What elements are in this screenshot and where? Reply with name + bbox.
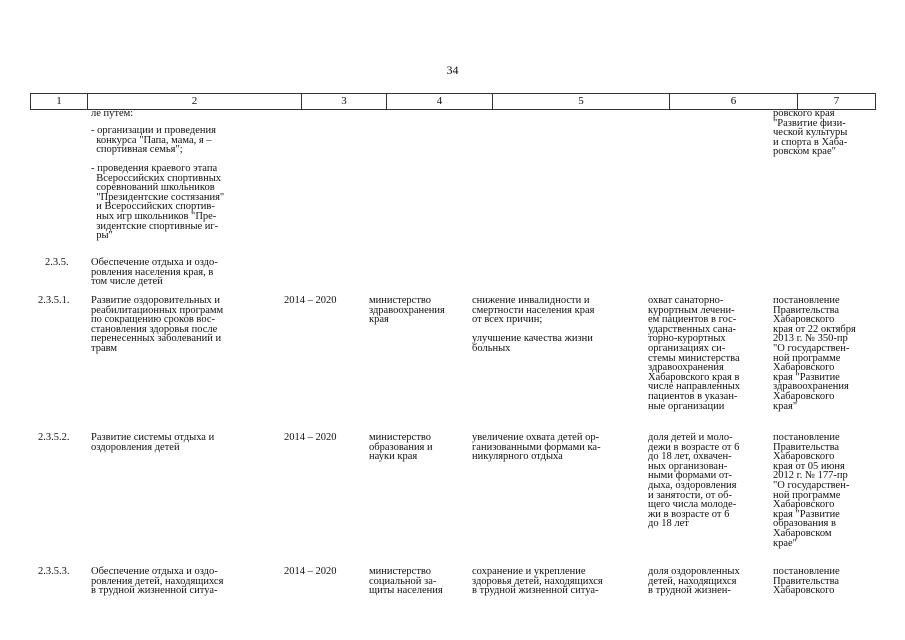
row-indicator: доля детей и моло- дежи в возрасте от 6 до 18 лет, охвачен- ных организован- ными формами от- дыха, оздоровления и занятости, от об- щего числа молоде- жи в возрасте от 6 до 18 лет: [648, 432, 740, 530]
column-header-5: 5: [492, 94, 669, 109]
row-period: 2014 – 2020: [284, 432, 337, 443]
column-header-1: 1: [30, 94, 87, 109]
continuation-description-item-contest: - организации и проведения конкурса "Папа, мама, я – спортивная семья";: [91, 125, 216, 156]
row-legal-basis: постановление Правительства Хабаровского: [773, 566, 840, 597]
row-number: 2.3.5.2.: [38, 432, 70, 443]
row-executor: министерство образования и науки края: [369, 432, 433, 463]
column-header-2: 2: [87, 94, 301, 109]
row-period: 2014 – 2020: [284, 566, 337, 577]
row-expected-result: сохранение и укрепление здоровья детей, находящихся в трудной жизненной ситуа-: [472, 566, 603, 597]
continuation-description-lead: ле путем:: [91, 108, 134, 119]
continuation-description-item-competitions: - проведения краевого этапа Всероссийских спортивных соревнований школьников "Президентские состязания" и Всероссийских спортив- ных игр школьников "Пре- зидентские спортивные иг- ры": [91, 163, 225, 242]
row-indicator: охват санаторно- курортным лечени- ем пациентов в гос- ударственных сана- торно-курортных организациях си- стемы министерства здравоохранения Хабаровского края в числе направленных пациентов в указан- ные организации: [648, 295, 741, 412]
row-legal-basis: постановление Правительства Хабаровского края от 22 октября 2013 г. № 350-пр "О государствен- ной программе Хабаровского края "Развитие здравоохранения Хабаровского края": [773, 295, 856, 412]
continuation-legal-basis: ровского края "Развитие физи- ческой культуры и спорта в Хаба- ровском крае": [773, 108, 848, 158]
column-header-4: 4: [386, 94, 492, 109]
row-executor: министерство социальной за- щиты населения: [369, 566, 443, 597]
row-number: 2.3.5.1.: [38, 295, 70, 306]
column-header-6: 6: [669, 94, 797, 109]
row-number: 2.3.5.3.: [38, 566, 70, 577]
column-header-3: 3: [301, 94, 386, 109]
row-executor: министерство здравоохранения края: [369, 295, 445, 326]
row-expected-result-2: улучшение качества жизни больных: [472, 333, 593, 354]
row-indicator: доля оздоровленных детей, находящихся в трудной жизнен-: [648, 566, 740, 597]
row-expected-result: снижение инвалидности и смертности населения края от всех причин;: [472, 295, 595, 326]
row-measure-name: Обеспечение отдыха и оздо- ровления населения края, в том числе детей: [91, 257, 218, 288]
row-expected-result: увеличение охвата детей ор- ганизованными формами ка- никулярного отдыха: [472, 432, 601, 463]
row-legal-basis: постановление Правительства Хабаровского края от 05 июня 2012 г. № 177-пр "О государствен- ной программе Хабаровского края "Развитие образования в Хабаровском крае": [773, 432, 850, 549]
table-header-row: [30, 93, 876, 110]
row-measure-name: Развитие оздоровительных и реабилитационных программ по сокращению сроков вос- становления здоровья после перенесенных заболеваний и травм: [91, 295, 224, 354]
row-measure-name: Развитие системы отдыха и оздоровления детей: [91, 432, 215, 453]
row-measure-name: Обеспечение отдыха и оздо- ровления детей, находящихся в трудной жизненной ситуа-: [91, 566, 224, 597]
column-header-7: 7: [797, 94, 876, 109]
page-number: 34: [446, 63, 459, 77]
row-number: 2.3.5.: [45, 257, 69, 268]
row-period: 2014 – 2020: [284, 295, 337, 306]
